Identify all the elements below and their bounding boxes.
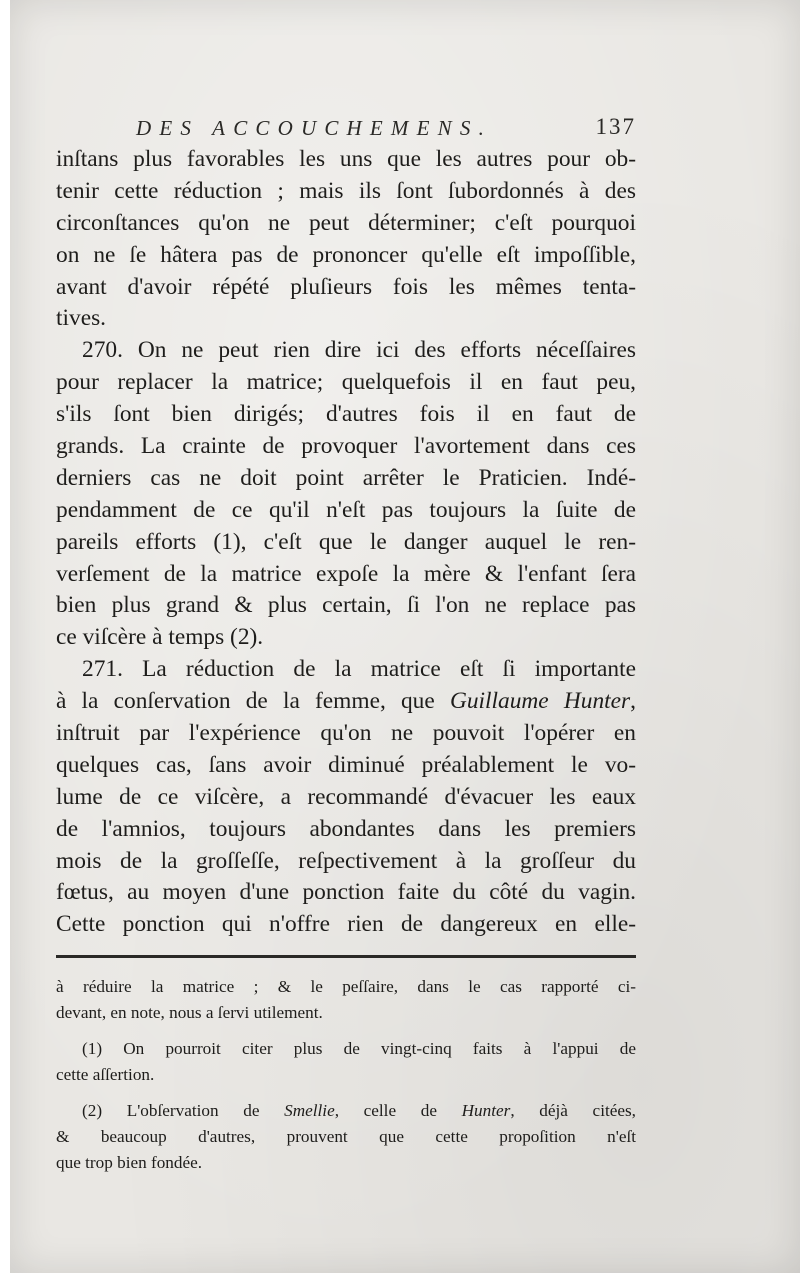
text-line: lume de ce viſcère, a recommandé d'évacuer les eaux [56,783,636,810]
author-name: Smellie [284,1101,335,1121]
text-line: avant d'avoir répété pluſieurs fois les mêmes tenta- [56,273,636,300]
text-line: ce viſcère à temps (2). [56,624,264,651]
text-line: on ne ſe hâtera pas de prononcer qu'elle eſt impoſſible, [56,241,636,268]
note-line: devant, en note, nous a ſervi utilement. [56,1003,323,1023]
paragraph-intro [56,144,636,335]
text-line: 270. On ne peut rien dire ici des efforts néceſſaires [82,337,636,364]
text-segment: , [630,688,636,715]
text-line: circonſtances qu'on ne peut déterminer; c'eſt pourquoi [56,209,636,236]
running-title: DES ACCOUCHEMENS. [136,116,493,140]
footnote-2 [56,1098,636,1176]
footnote-rule [56,955,636,958]
footnote-1 [56,1036,636,1088]
running-head [56,110,636,144]
text-line: quelques cas, ſans avoir diminué préalablement le vo- [56,751,636,778]
text-line: tenir cette réduction ; mais ils ſont ſubordonnés à des [56,177,636,204]
text-line: de l'amnios, toujours abondantes dans les premiers [56,815,636,842]
text-line: pareils efforts (1), c'eſt que le danger auquel le ren- [56,528,636,555]
main-text [56,144,636,941]
text-line: inſtruit par l'expérience qu'on ne pouvoit l'opérer en [56,720,636,747]
text-line: Cette ponction qui n'offre rien de dangereux en elle- [56,911,636,938]
text-segment: , celle de [334,1101,437,1121]
author-name: Guillaume Hunter [449,688,631,715]
text-line: pendamment de ce qu'il n'eſt pas toujours la ſuite de [56,496,636,523]
book-page [10,0,800,1273]
note-line: & beaucoup d'autres, prouvent que cette propoſition n'eſt [56,1127,636,1147]
text-line: bien plus grand & plus certain, ſi l'on ne replace pas [56,592,636,619]
text-line: 271. La réduction de la matrice eſt ſi importante [82,656,636,683]
page-number: 137 [595,114,636,139]
note-line: à réduire la matrice ; & le peſſaire, dans le cas rapporté ci- [56,977,636,997]
text-line: fœtus, au moyen d'une ponction faite du côté du vagin. [56,879,636,906]
text-line: tives. [56,305,107,332]
text-line: derniers cas ne doit point arrêter le Praticien. Indé- [56,464,636,491]
scan-margin [0,0,10,1273]
text-segment: à la conſervation de la femme, que [56,688,435,715]
text-segment: (2) L'obſervation de [82,1101,260,1121]
text-line [56,686,636,718]
note-line: que trop bien fondée. [56,1153,203,1173]
footnote-continued [56,974,636,1026]
text-line: verſement de la matrice expoſe la mère & l'enfant ſera [56,560,636,587]
paragraph-270 [56,335,636,654]
text-line: inſtans plus favorables les uns que les autres pour ob- [56,146,636,172]
author-name: Hunter [461,1101,511,1121]
text-line: pour replacer la matrice; quelquefois il en faut peu, [56,369,636,396]
text-line: s'ils ſont bien dirigés; d'autres fois il en faut de [56,401,636,428]
text-segment: , déjà citées, [510,1101,636,1121]
text-line: mois de la groſſeſſe, reſpectivement à la groſſeur du [56,847,636,874]
text-line: grands. La crainte de provoquer l'avortement dans ces [56,433,636,460]
paragraph-271 [56,654,636,941]
note-line: cette aſſertion. [56,1065,155,1085]
page-content [56,110,636,1176]
note-line: (1) On pourroit citer plus de vingt-cinq faits à l'appui de [82,1039,636,1059]
footnotes [56,974,636,1176]
note-line [56,1098,636,1124]
